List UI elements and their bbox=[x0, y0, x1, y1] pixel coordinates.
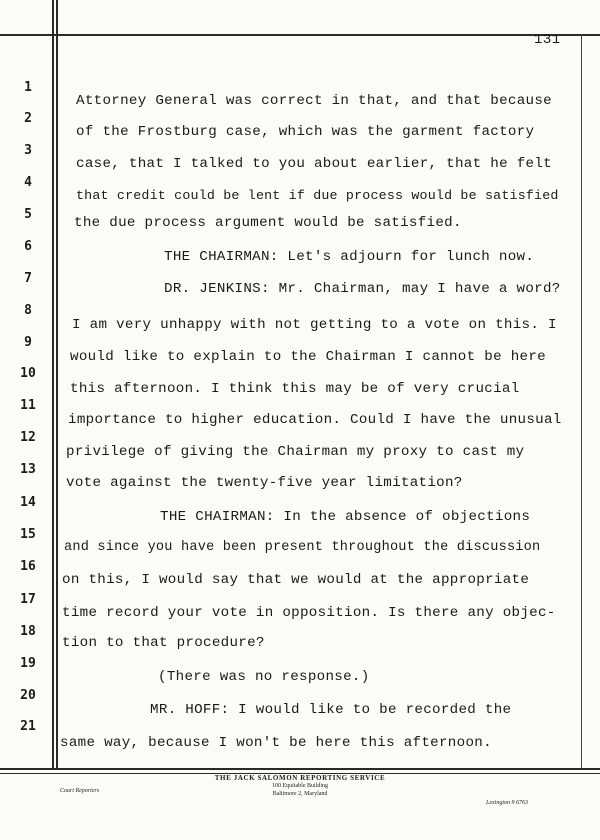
left-margin-line-inner bbox=[56, 0, 58, 770]
right-margin-line bbox=[581, 34, 582, 770]
footer-left-label: Court Reporters bbox=[60, 788, 100, 794]
transcript-line: that credit could be lent if due process would be satisfied bbox=[76, 188, 559, 203]
transcript-line: of the Frostburg case, which was the garment factory bbox=[76, 124, 535, 140]
line-number: 7 bbox=[24, 271, 32, 286]
line-number: 1 bbox=[24, 80, 32, 95]
transcript-line: time record your vote in opposition. Is there any objec- bbox=[62, 605, 556, 621]
bottom-rule bbox=[0, 768, 600, 770]
line-number: 13 bbox=[20, 462, 36, 477]
line-number: 10 bbox=[20, 366, 36, 381]
footer-address-line: 100 Equitable Building bbox=[272, 783, 328, 789]
line-number: 17 bbox=[20, 592, 36, 607]
transcript-line: Attorney General was correct in that, and that because bbox=[76, 93, 552, 109]
line-number: 11 bbox=[20, 398, 36, 413]
line-number: 21 bbox=[20, 719, 36, 734]
line-number: 16 bbox=[20, 559, 36, 574]
transcript-line: would like to explain to the Chairman I cannot be here bbox=[70, 349, 546, 365]
line-number: 5 bbox=[24, 207, 32, 222]
footer-title: THE JACK SALOMON REPORTING SERVICE bbox=[214, 774, 386, 782]
line-number: 15 bbox=[20, 527, 36, 542]
line-number: 9 bbox=[24, 335, 32, 350]
transcript-line: case, that I talked to you about earlier, that he felt bbox=[76, 156, 552, 172]
line-number: 14 bbox=[20, 495, 36, 510]
line-number: 20 bbox=[20, 688, 36, 703]
transcript-line: DR. JENKINS: Mr. Chairman, may I have a word? bbox=[164, 281, 561, 297]
line-number: 19 bbox=[20, 656, 36, 671]
transcript-line: this afternoon. I think this may be of very crucial bbox=[70, 381, 520, 397]
reporting-service-footer bbox=[180, 774, 420, 798]
transcript-line: (There was no response.) bbox=[158, 669, 370, 685]
transcript-line: same way, because I won't be here this afternoon. bbox=[60, 735, 492, 751]
page-number: 131 bbox=[534, 32, 561, 48]
line-number: 12 bbox=[20, 430, 36, 445]
line-number: 8 bbox=[24, 303, 32, 318]
left-margin-line bbox=[52, 0, 54, 770]
footer-phone: Lexington 9 6763 bbox=[486, 800, 528, 806]
transcript-line: MR. HOFF: I would like to be recorded the bbox=[150, 702, 512, 718]
transcript-line: THE CHAIRMAN: Let's adjourn for lunch now. bbox=[164, 249, 535, 265]
line-number: 6 bbox=[24, 239, 32, 254]
footer-address-line: Baltimore 2, Maryland bbox=[272, 791, 328, 797]
transcript-line: vote against the twenty-five year limitation? bbox=[66, 475, 463, 491]
transcript-line: I am very unhappy with not getting to a vote on this. I bbox=[72, 317, 557, 333]
transcript-line: importance to higher education. Could I have the unusual bbox=[68, 412, 562, 428]
line-number: 3 bbox=[24, 143, 32, 158]
line-number: 2 bbox=[24, 111, 32, 126]
line-number: 4 bbox=[24, 175, 32, 190]
transcript-line: and since you have been present throughout the discussion bbox=[64, 540, 541, 555]
transcript-line: tion to that procedure? bbox=[62, 635, 265, 651]
transcript-line: the due process argument would be satisfied. bbox=[74, 215, 462, 231]
transcript-line: THE CHAIRMAN: In the absence of objections bbox=[160, 509, 531, 525]
top-rule bbox=[0, 34, 600, 36]
line-number: 18 bbox=[20, 624, 36, 639]
transcript-line: privilege of giving the Chairman my proxy to cast my bbox=[66, 444, 525, 460]
transcript-line: on this, I would say that we would at the appropriate bbox=[62, 572, 530, 588]
